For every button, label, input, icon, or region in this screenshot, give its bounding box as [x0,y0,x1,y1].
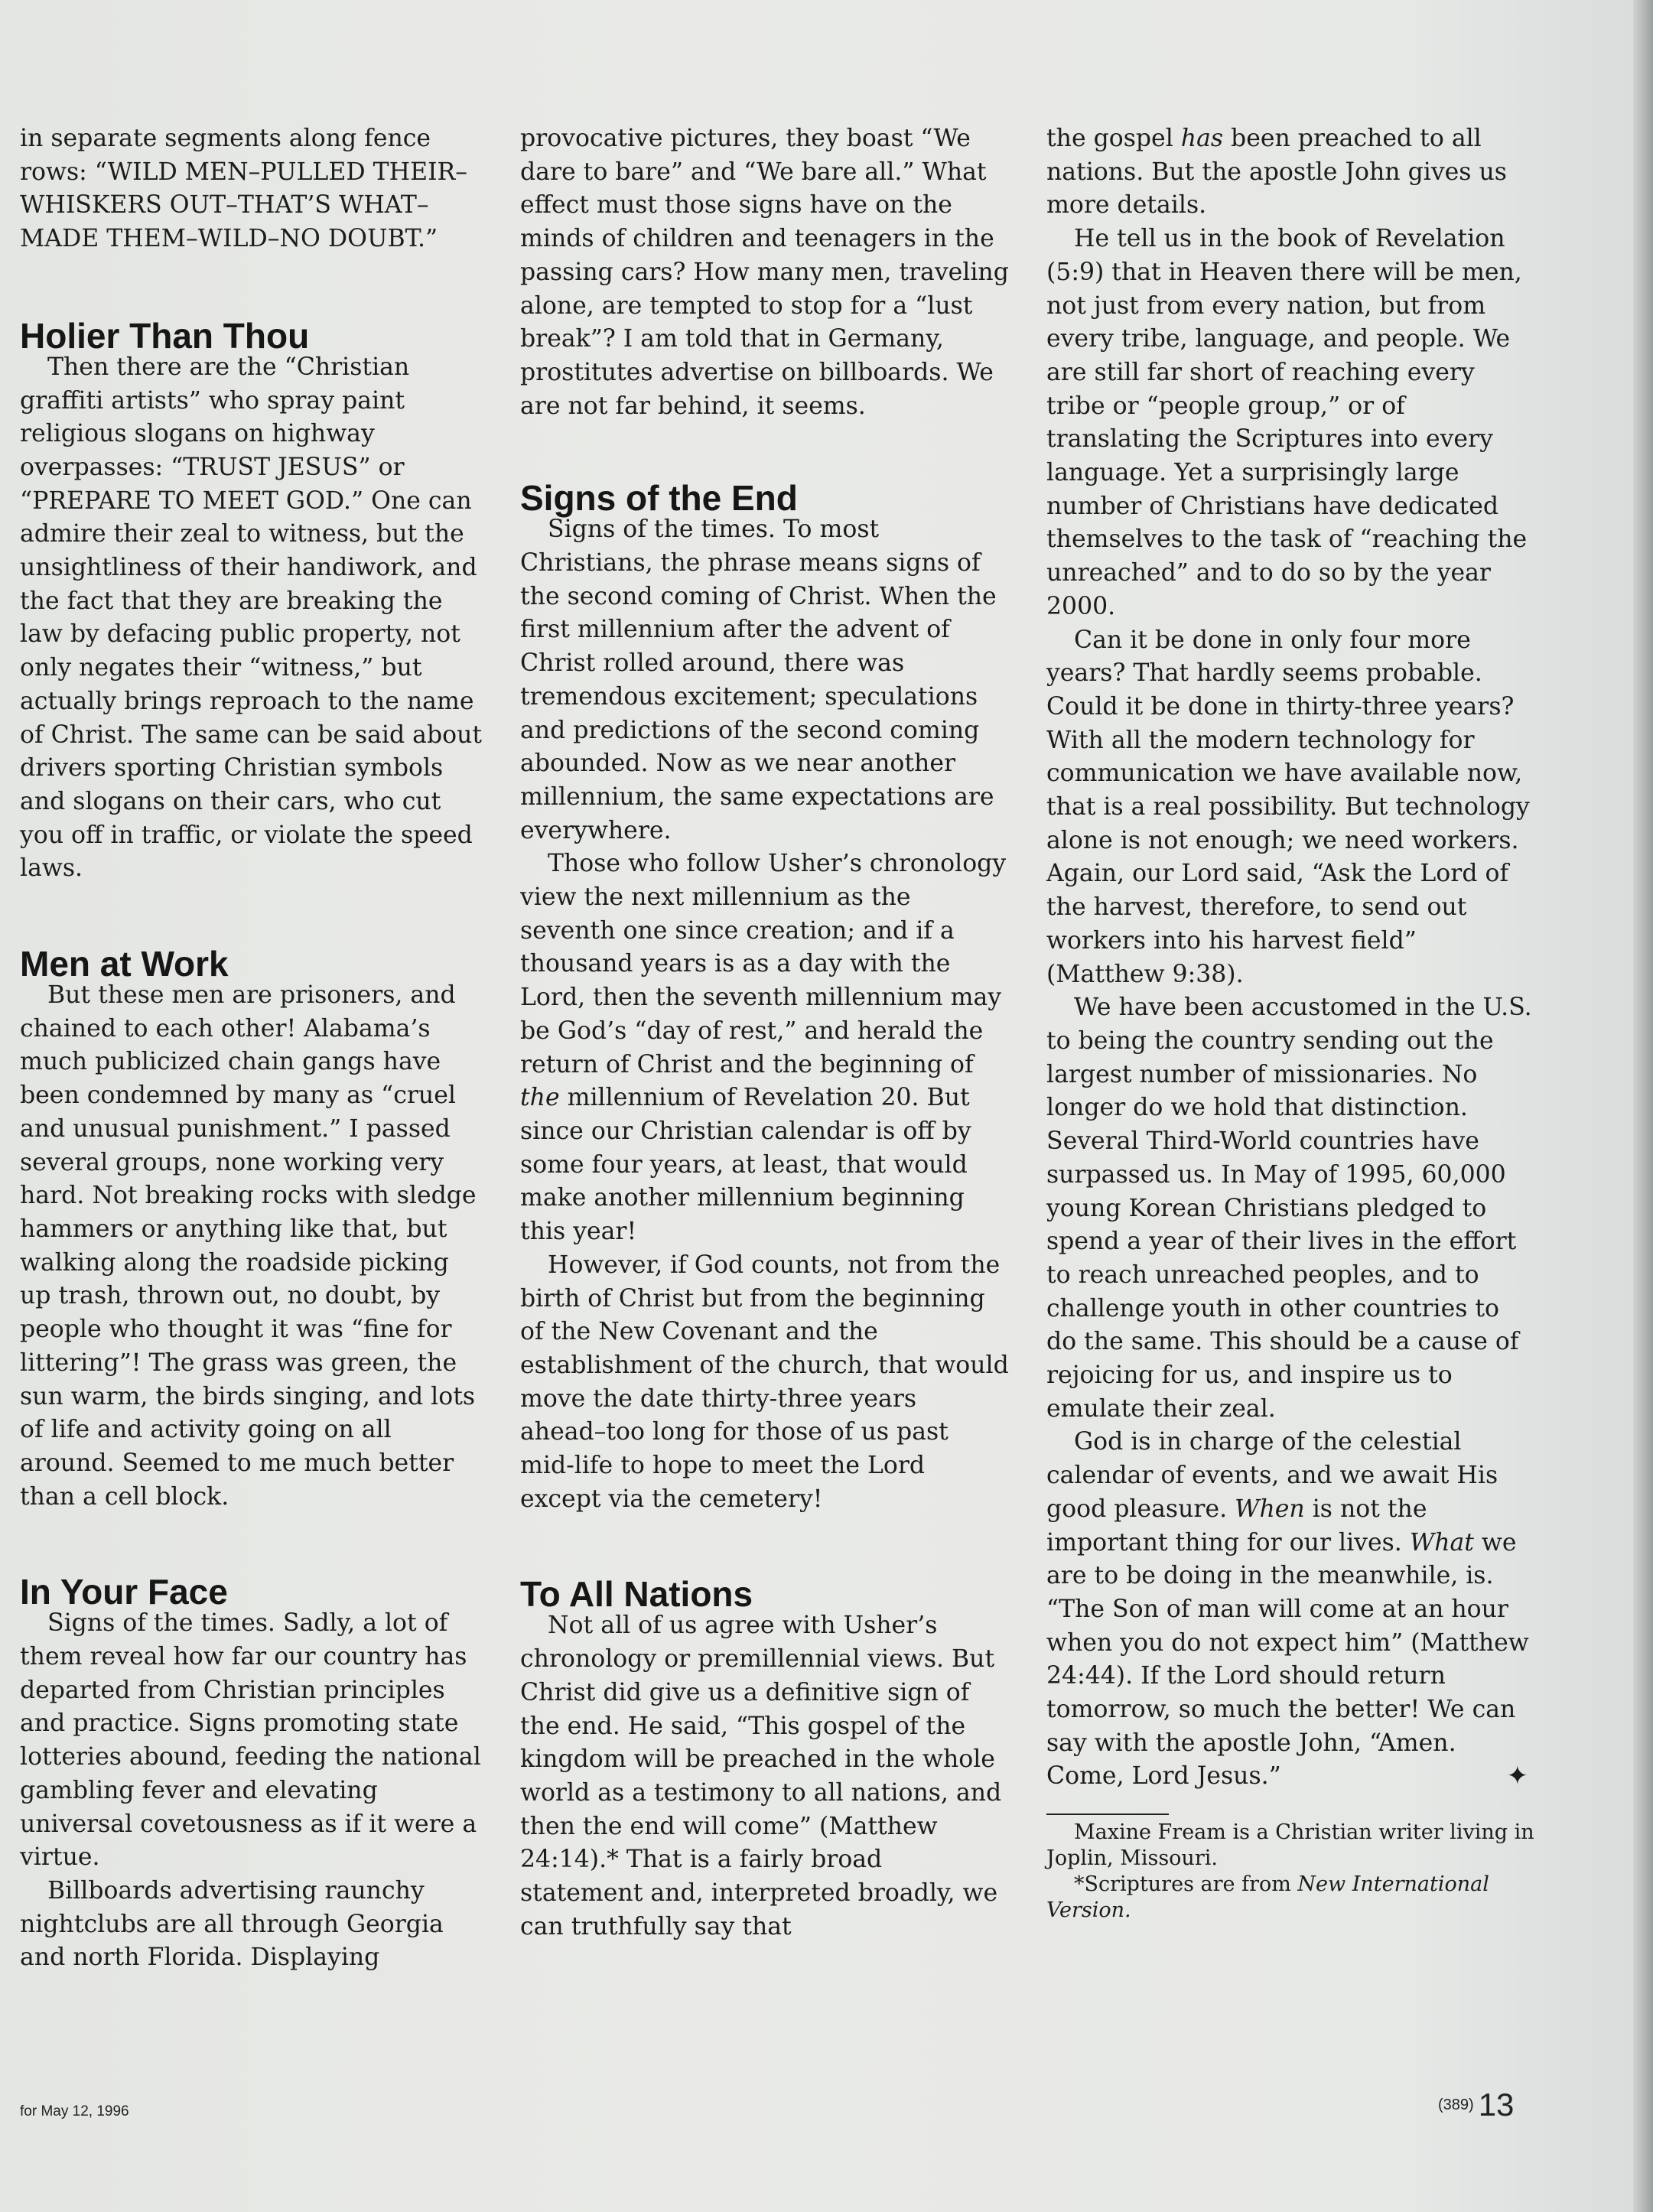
page-code: (389) [1438,2096,1474,2113]
paragraph [520,847,1010,1248]
section-heading: In Your Face [20,1572,228,1612]
column-3 [1046,122,1536,1924]
section-heading: Signs of the End [520,478,798,519]
page-edge [1633,0,1653,2212]
scripture-note [1046,1872,1536,1924]
page-number-block [1438,2087,1514,2123]
text-run: God is in charge of the celestial calendar of events, and we await His good pleasure. [1046,1428,1498,1523]
paragraph: Can it be done in only four more years? That hardly seems probable. Could it be done in thirty-three years? With all the modern technology for communication we have available now, that is a real possibility. But technology alone is not enough; we need workers. Again, our Lord said, “Ask the Lord of the harvest, therefore, to send out workers into his harvest field” (Matthew 9:38). [1046,626,1530,988]
paragraph: Not all of us agree with Usher’s chronology or premillennial views. But Christ did give us a definitive sign of the end. He said, “This gospel of the kingdom will be preached in the whole world as a testimony to all nations, and then the end will come” (Matthew 24:14).* That is a fairly broad statement and, interpreted broadly, we can truthfully say that [520,1612,1002,1940]
footnote-rule [1046,1814,1169,1815]
paragraph: provocative pictures, they boast “We dare to bare” and “We bare all.” What effect must those signs have on the minds of children and teenagers in the passing cars? How many men, traveling alone, are tempted to stop for a “lust break”? I am told that in Germany, prostitutes advertise on billboards. We are not far behind, it seems. [520,125,1009,420]
text-run: the gospel [1046,125,1181,152]
section-heading: To All Nations [520,1574,753,1615]
author-note: Maxine Fream is a Christian writer living in Joplin, Missouri. [1046,1820,1534,1871]
italic-text: has [1180,125,1224,152]
text-run: been preached to all nations. But the apostle John gives us more details. [1046,125,1507,220]
paragraph: He tell us in the book of Revelation (5:9) that in Heaven there will be men, not just from every nation, but from every tribe, language, and people. We are still far short of reaching every tribe or “people group,” or of translating the Scriptures into every language. Yet a surprisingly large number of Christians have dedicated themselves to the task of “reaching the unreached” and to do so by the year 2000. [1046,225,1528,620]
paragraph: But these men are prisoners, and chained to each other! Alabama’s much publicized chain gangs have been condemned by many as “cruel and unusual punishment.” I passed several groups, none working very hard. Not breaking rocks with sledge hammers or anything like that, but walking along the roadside picking up trash, thrown out, no doubt, by people who thought it was “fine for littering”! The grass was green, the sun warm, the birds singing, and lots of life and activity going on all around. Seemed to me much better than a cell block. [20,981,477,1511]
paragraph: Signs of the times. To most Christians, the phrase means signs of the second coming of Christ. When the first millennium after the advent of Christ rolled around, there was tremendous excitement; speculations and predictions of the second coming abounded. Now as we near another millennium, the same expectations are everywhere. [520,516,997,844]
paragraph [1046,1426,1536,1794]
paragraph: Billboards advertising raunchy nightclubs are all through Georgia and north Florida. Displaying [20,1876,444,1972]
text-run: Those who follow Usher’s chronology view the next millennium as the seventh one since creation; and if a thousand years is as a day with the Lord, then the seventh millennium may be God’s “day of rest,” and herald the return of Christ and the beginning of [520,850,1007,1078]
text-run: we are to be doing in the meanwhile, is. “The Son of man will come at an hour when you do not expect him” (Matthew 24:44). If the Lord should return tomorrow, so much the better! We can say with the apostle John, “Amen. Come, Lord Jesus.” [1046,1528,1529,1791]
column-2 [520,122,1010,1944]
text-run: millennium of Revelation 20. But since our Christian calendar is off by some four years, at least, that would make another millennium beginning this year! [520,1084,971,1246]
section-heading: Holier Than Thou [20,315,310,356]
section-heading: Men at Work [20,944,229,984]
italic-text: New International Version. [1046,1872,1489,1923]
italic-text: the [520,1084,560,1112]
text-run: is not the important thing for our lives. [1046,1495,1427,1557]
italic-text: When [1235,1495,1305,1523]
paragraph: in separate segments along fence rows: “WILD MEN–PULLED THEIR–WHISKERS OUT–THAT’S WHAT–MADE THEM–WILD–NO DOUBT.” [20,125,467,253]
column-1 [20,122,486,1975]
paragraph: We have been accustomed in the U.S. to being the country sending out the largest number of missionaries. No longer do we hold that distinction. Several Third-World countries have surpassed us. In May of 1995, 60,000 young Korean Christians pledged to spend a year of their lives in the effort to reach unreached peoples, and to challenge youth in other countries to do the same. This should be a cause of rejoicing for us, and inspire us to emulate their zeal. [1046,994,1532,1423]
paragraph: Signs of the times. Sadly, a lot of them reveal how far our country has departed from Christian principles and practice. Signs promoting state lotteries abound, feeding the national gambling fever and elevating universal covetousness as if it were a virtue. [20,1609,481,1872]
page-number: 13 [1478,2087,1515,2123]
footer-date: for May 12, 1996 [20,2103,129,2119]
paragraph [1046,122,1536,223]
italic-text: What [1409,1528,1474,1557]
end-mark-icon: ✦ [1506,1761,1528,1792]
text-run: *Scriptures are from [1074,1872,1298,1897]
paragraph: However, if God counts, not from the birth of Christ but from the beginning of the New Covenant and the establishment of the church, that would move the date thirty-three years ahead–too long for those of us past mid-life to hope to meet the Lord except via the cemetery! [520,1251,1009,1513]
paragraph: Then there are the “Christian graffiti artists” who spray paint religious slogans on highway overpasses: “TRUST JESUS” or “PREPARE TO MEET GOD.” One can admire their zeal to witness, but the unsightliness of their handiwork, and the fact that they are breaking the law by defacing public property, not only negates their “witness,” but actually brings reproach to the name of Christ. The same can be said about drivers sporting Christian symbols and slogans on their cars, who cut you off in traffic, or violate the speed laws. [20,353,483,883]
